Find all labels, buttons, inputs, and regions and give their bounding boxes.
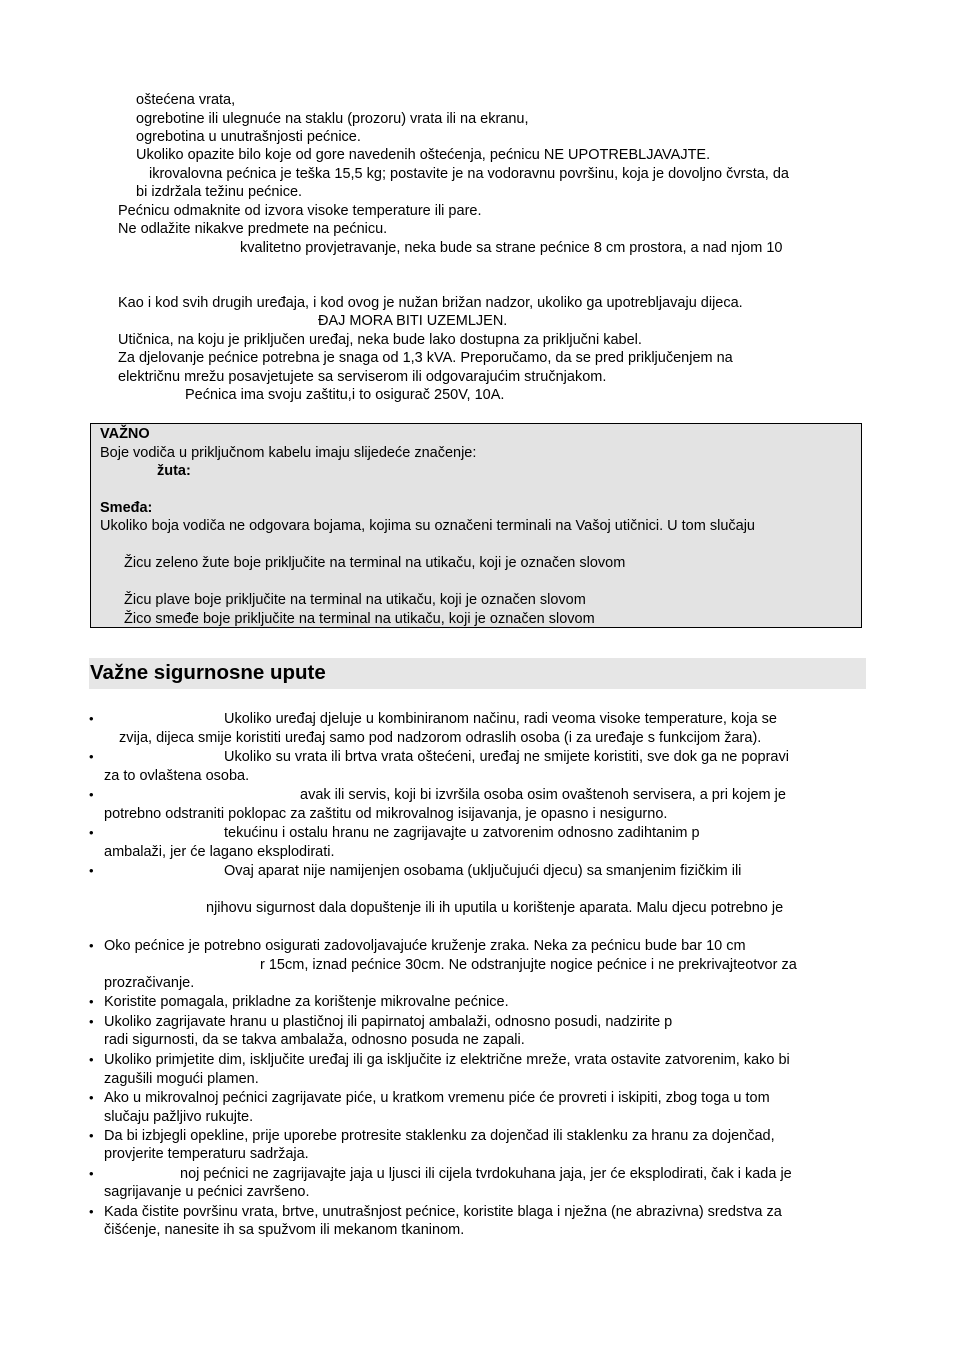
list-item: Ukoliko uređaj djeluje u kombiniranom načinu, radi veoma visoke temperature, koja se (224, 711, 777, 727)
list-item: Koristite pomagala, prikladne za korištenje mikrovalne pećnice. (104, 994, 509, 1010)
box-blue: Žicu plave boje priključite na terminal na utikaču, koji je označen slovom (124, 592, 586, 608)
bullet: • (89, 1090, 94, 1105)
list-item: zagušili mogući plamen. (104, 1071, 259, 1087)
bullet: • (89, 825, 94, 840)
list-item: njihovu sigurnost dala dopuštenje ili ih uputila u korištenje aparata. Malu djecu potrebno je (206, 900, 784, 916)
section-heading: Važne sigurnosne upute (90, 661, 326, 684)
text-line: Ukoliko opazite bilo koje od gore navedenih oštećenja, pećnicu NE UPOTREBLJAVAJTE. (136, 147, 711, 163)
bullet: • (89, 711, 94, 726)
text-line: Za djelovanje pećnice potrebna je snaga od 1,3 kVA. Preporučamo, da se pred priključenjem na (118, 350, 733, 366)
list-item: za to ovlaštena osoba. (104, 768, 250, 784)
list-item: Ukoliko su vrata ili brtva vrata oštećeni, uređaj ne smijete koristiti, sve dok ga ne popravi (224, 749, 789, 765)
list-item: avak ili servis, koji bi izvršila osoba osim ovaštenoh servisera, a pri kojem je (300, 787, 786, 803)
list-item: čišćenje, nanesite ih sa spužvom ili mekanom tkaninom. (104, 1222, 465, 1238)
bullet: • (89, 787, 94, 802)
brown-label: Smeđa: (100, 500, 153, 516)
text-line: kvalitetno provjetravanje, neka bude sa strane pećnice 8 cm prostora, a nad njom 10 (240, 240, 783, 256)
text-line: bi izdržala težinu pećnice. (136, 184, 303, 200)
list-item: Ukoliko primjetite dim, isključite uređaj ili ga isključite iz električne mreže, vrata ostavite zatvorenim, kako bi (104, 1052, 790, 1068)
box-title: VAŽNO (100, 426, 150, 442)
text-line: Pećnica ima svoju zaštitu,i to osigurač 250V, 10A. (185, 387, 505, 403)
list-item: noj pećnici ne zagrijavajte jaja u ljusci ili cijela tvrdokuhana jaja, jer će eksplodirati, čak i kada je (180, 1166, 792, 1182)
list-item: Kada čistite površinu vrata, brtve, unutrašnjost pećnice, koristite blaga i nježna (ne abrazivna) sredstva za (104, 1204, 782, 1220)
list-item: r 15cm, iznad pećnice 30cm. Ne odstranjujte nogice pećnice i ne prekrivajteotvor za (260, 957, 797, 973)
bullet: • (89, 749, 94, 764)
box-green-yellow: Žicu zeleno žute boje priključite na terminal na utikaču, koji je označen slovom (124, 555, 626, 571)
section-heading-bar (89, 658, 866, 689)
text-line: električnu mrežu posavjetujete sa serviserom ili odgovarajućim stručnjakom. (118, 369, 607, 385)
bullet: • (89, 1052, 94, 1067)
list-item: ambalaži, jer će lagano eksplodirati. (104, 844, 335, 860)
bullet: • (89, 938, 94, 953)
list-item: slučaju pažljivo rukujte. (104, 1109, 254, 1125)
list-item: tekućinu i ostalu hranu ne zagrijavajte u zatvorenim odnosno zadihtanim p (224, 825, 700, 841)
text-line: ogrebotine ili ulegnuće na staklu (prozoru) vrata ili na ekranu, (136, 111, 529, 127)
list-item: Ukoliko zagrijavate hranu u plastičnoj ili papirnatoj ambalaži, odnosno posudi, nadzirite p (104, 1014, 673, 1030)
list-item: radi sigurnosti, da se takva ambalaža, odnosno posuda ne zapali. (104, 1032, 525, 1048)
text-line: ogrebotina u unutrašnjosti pećnice. (136, 129, 361, 145)
bullet: • (89, 1204, 94, 1219)
box-intro: Boje vodiča u priključnom kabelu imaju slijedeće značenje: (100, 445, 477, 461)
text-line: oštećena vrata, (136, 92, 236, 108)
text-line: Kao i kod svih drugih uređaja, i kod ovog je nužan brižan nadzor, ukoliko ga upotrebljavaju dijeca. (118, 295, 743, 311)
list-item: zvija, dijeca smije koristiti uređaj samo pod nadzorom odraslih osoba (i za uređaje s funkcijom žara). (119, 730, 762, 746)
bullet: • (89, 1014, 94, 1029)
box-brown-wire: Žico smeđe boje priključite na terminal na utikaču, koji je označen slovom (124, 611, 595, 627)
text-line: ikrovalovna pećnica je teška 15,5 kg; postavite je na vodoravnu površinu, koja je dovoljno čvrsta, da (149, 166, 789, 182)
text-line: Utičnica, na koju je priključen uređaj, neka bude lako dostupna za priključni kabel. (118, 332, 642, 348)
text-line: Pećnicu odmaknite od izvora visoke temperature ili pare. (118, 203, 482, 219)
list-item: Ako u mikrovalnoj pećnici zagrijavate piće, u kratkom vremenu piće će provreti i iskipiti, zbog toga u tom (104, 1090, 770, 1106)
list-item: sagrijavanje u pećnici završeno. (104, 1184, 310, 1200)
bullet: • (89, 994, 94, 1009)
list-item: Da bi izbjegli opekline, prije uporebe protresite staklenku za dojenčad ili staklenku za hranu za dojenčad, (104, 1128, 775, 1144)
list-item: prozračivanje. (104, 975, 195, 991)
bullet: • (89, 1128, 94, 1143)
bullet: • (89, 863, 94, 878)
bullet: • (89, 1166, 94, 1181)
box-mismatch: Ukoliko boja vodiča ne odgovara bojama, kojima su označeni terminali na Vašoj utičnici. U tom slučaju (100, 518, 755, 534)
yellow-label: žuta: (157, 463, 191, 479)
list-item: Oko pećnice je potrebno osigurati zadovoljavajuće kruženje zraka. Neka za pećnicu bude bar 10 cm (104, 938, 746, 954)
text-line: Ne odlažite nikakve predmete na pećnicu. (118, 221, 388, 237)
text-line: ĐAJ MORA BITI UZEMLJEN. (318, 313, 508, 329)
list-item: Ovaj aparat nije namijenjen osobama (uključujući djecu) sa smanjenim fizičkim ili (224, 863, 742, 879)
list-item: potrebno odstraniti poklopac za zaštitu od mikrovalnog isijavanja, je opasno i nesigurno. (104, 806, 668, 822)
list-item: provjerite temperaturu sadržaja. (104, 1146, 309, 1162)
